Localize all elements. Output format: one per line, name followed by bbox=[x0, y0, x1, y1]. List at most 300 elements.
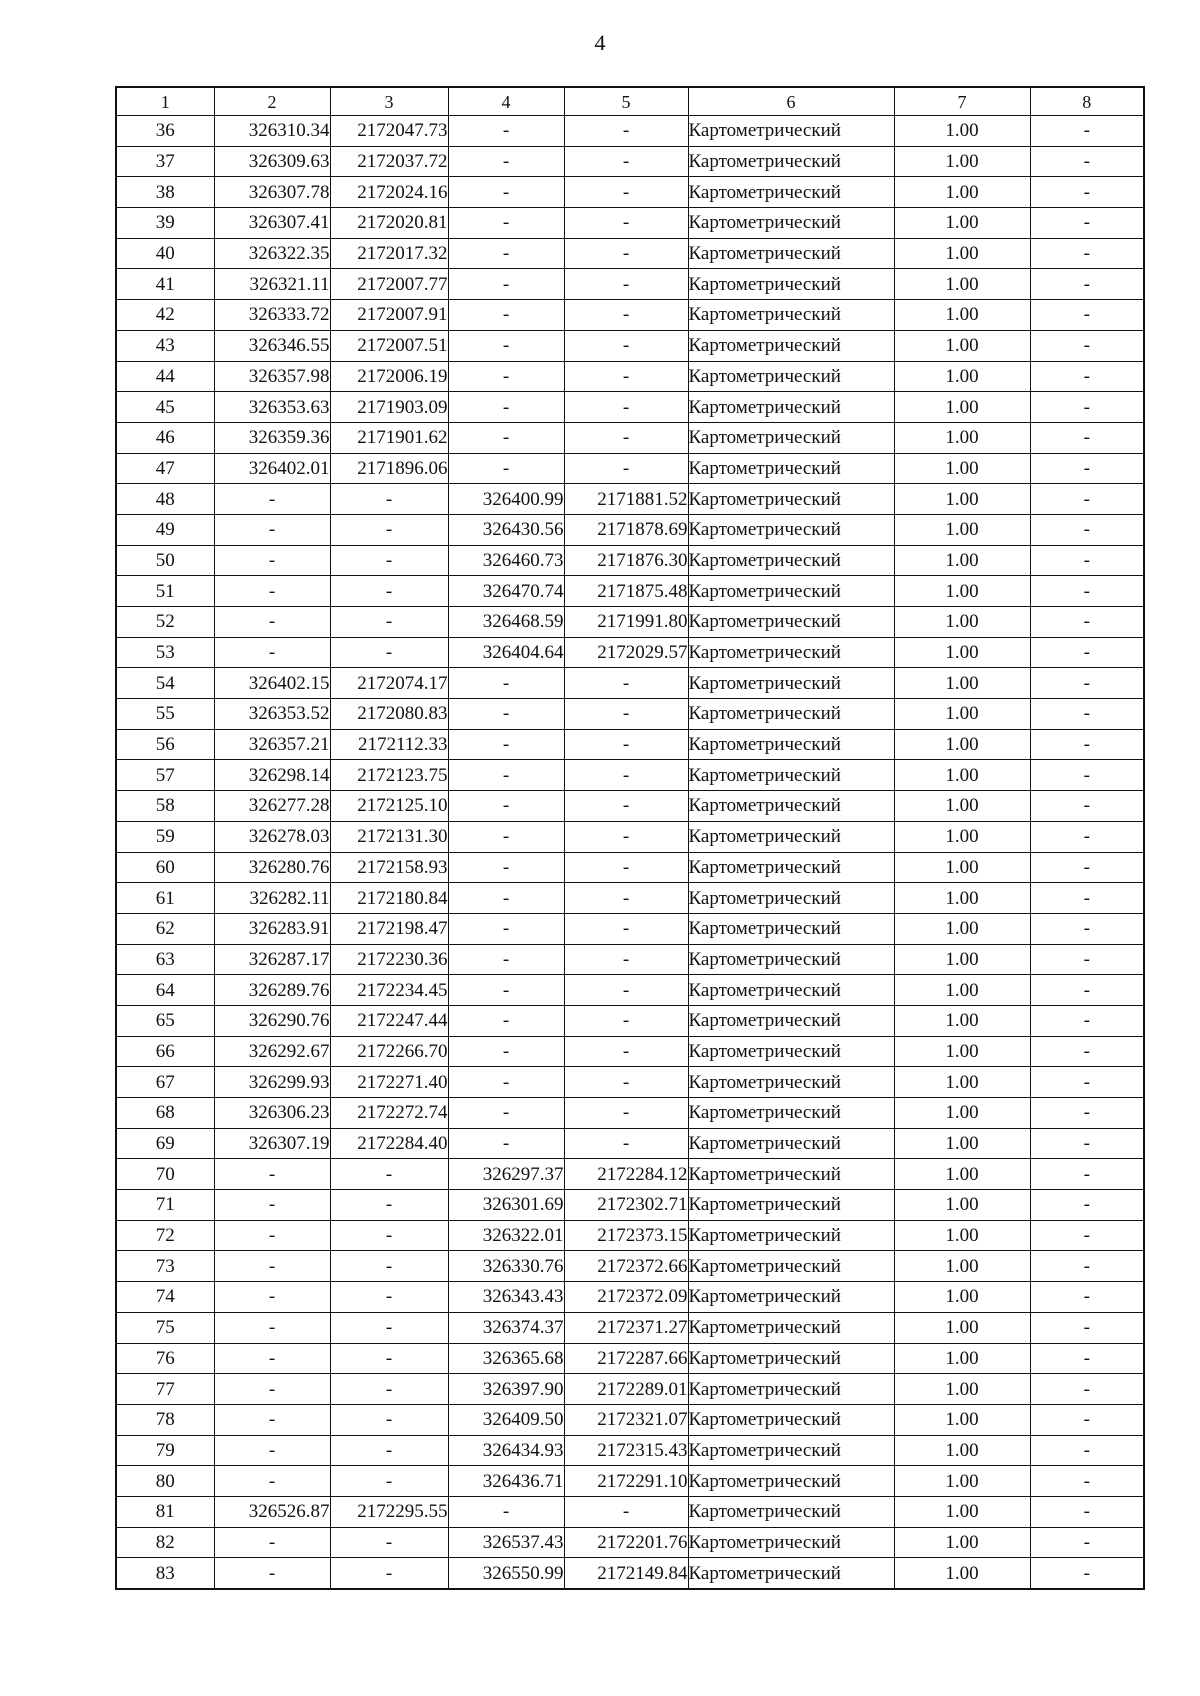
table-cell-col-6: Картометрический bbox=[688, 1251, 894, 1282]
table-cell-col-6: Картометрический bbox=[688, 392, 894, 423]
table-cell-col-5: 2171876.30 bbox=[564, 545, 688, 576]
table-cell-col-1: 60 bbox=[116, 852, 214, 883]
table-cell-col-1: 71 bbox=[116, 1190, 214, 1221]
table-cell-col-4: - bbox=[448, 1128, 564, 1159]
table-cell-col-5: 2172201.76 bbox=[564, 1527, 688, 1558]
table-cell-col-2: 326359.36 bbox=[214, 422, 330, 453]
table-cell-col-6: Картометрический bbox=[688, 208, 894, 239]
table-cell-col-8: - bbox=[1030, 208, 1144, 239]
table-cell-col-8: - bbox=[1030, 791, 1144, 822]
table-cell-col-5: - bbox=[564, 852, 688, 883]
table-cell-col-5: 2172372.09 bbox=[564, 1282, 688, 1313]
table-row bbox=[116, 453, 1144, 484]
table-cell-col-7: 1.00 bbox=[894, 975, 1030, 1006]
table-cell-col-4: - bbox=[448, 852, 564, 883]
table-cell-col-5: 2172284.12 bbox=[564, 1159, 688, 1190]
table-cell-col-8: - bbox=[1030, 760, 1144, 791]
table-cell-col-7: 1.00 bbox=[894, 1558, 1030, 1589]
table-cell-col-2: 326333.72 bbox=[214, 300, 330, 331]
column-header-5: 5 bbox=[564, 87, 688, 116]
table-cell-col-3: 2172198.47 bbox=[330, 913, 448, 944]
table-cell-col-1: 78 bbox=[116, 1404, 214, 1435]
table-cell-col-4: 326397.90 bbox=[448, 1374, 564, 1405]
table-cell-col-6: Картометрический bbox=[688, 1312, 894, 1343]
table-cell-col-7: 1.00 bbox=[894, 576, 1030, 607]
table-cell-col-5: 2172291.10 bbox=[564, 1466, 688, 1497]
table-cell-col-6: Картометрический bbox=[688, 760, 894, 791]
table-row bbox=[116, 238, 1144, 269]
table-cell-col-8: - bbox=[1030, 1251, 1144, 1282]
table-cell-col-2: 326402.01 bbox=[214, 453, 330, 484]
table-cell-col-4: - bbox=[448, 760, 564, 791]
table-cell-col-7: 1.00 bbox=[894, 883, 1030, 914]
column-header-1: 1 bbox=[116, 87, 214, 116]
table-cell-col-7: 1.00 bbox=[894, 116, 1030, 147]
table-cell-col-3: - bbox=[330, 1435, 448, 1466]
table-cell-col-4: 326297.37 bbox=[448, 1159, 564, 1190]
table-cell-col-5: - bbox=[564, 883, 688, 914]
table-cell-col-4: - bbox=[448, 913, 564, 944]
table-cell-col-6: Картометрический bbox=[688, 1190, 894, 1221]
table-row bbox=[116, 116, 1144, 147]
table-cell-col-3: 2172230.36 bbox=[330, 944, 448, 975]
table-cell-col-4: - bbox=[448, 883, 564, 914]
table-cell-col-2: 326322.35 bbox=[214, 238, 330, 269]
table-cell-col-8: - bbox=[1030, 1374, 1144, 1405]
table-cell-col-8: - bbox=[1030, 361, 1144, 392]
table-cell-col-3: 2172125.10 bbox=[330, 791, 448, 822]
table-cell-col-8: - bbox=[1030, 392, 1144, 423]
column-header-3: 3 bbox=[330, 87, 448, 116]
table-cell-col-3: 2171901.62 bbox=[330, 422, 448, 453]
table-cell-col-1: 36 bbox=[116, 116, 214, 147]
table-cell-col-2: - bbox=[214, 1220, 330, 1251]
table-cell-col-2: 326298.14 bbox=[214, 760, 330, 791]
table-cell-col-1: 70 bbox=[116, 1159, 214, 1190]
table-cell-col-7: 1.00 bbox=[894, 1282, 1030, 1313]
table-cell-col-4: - bbox=[448, 177, 564, 208]
table-cell-col-5: - bbox=[564, 269, 688, 300]
table-row bbox=[116, 975, 1144, 1006]
column-header-4: 4 bbox=[448, 87, 564, 116]
table-cell-col-4: 326550.99 bbox=[448, 1558, 564, 1589]
table-cell-col-8: - bbox=[1030, 1527, 1144, 1558]
table-cell-col-8: - bbox=[1030, 514, 1144, 545]
table-cell-col-4: 326434.93 bbox=[448, 1435, 564, 1466]
table-cell-col-7: 1.00 bbox=[894, 422, 1030, 453]
table-cell-col-3: - bbox=[330, 1466, 448, 1497]
table-cell-col-1: 66 bbox=[116, 1036, 214, 1067]
table-cell-col-2: 326290.76 bbox=[214, 1005, 330, 1036]
table-row bbox=[116, 1466, 1144, 1497]
table-cell-col-8: - bbox=[1030, 1312, 1144, 1343]
table-cell-col-2: 326283.91 bbox=[214, 913, 330, 944]
table-cell-col-8: - bbox=[1030, 637, 1144, 668]
table-cell-col-3: 2172271.40 bbox=[330, 1067, 448, 1098]
table-cell-col-1: 40 bbox=[116, 238, 214, 269]
table-cell-col-1: 50 bbox=[116, 545, 214, 576]
table-cell-col-4: 326330.76 bbox=[448, 1251, 564, 1282]
table-cell-col-2: 326277.28 bbox=[214, 791, 330, 822]
table-cell-col-1: 52 bbox=[116, 607, 214, 638]
table-cell-col-4: 326322.01 bbox=[448, 1220, 564, 1251]
table-cell-col-4: - bbox=[448, 330, 564, 361]
table-cell-col-3: - bbox=[330, 1374, 448, 1405]
table-cell-col-7: 1.00 bbox=[894, 1527, 1030, 1558]
table-cell-col-4: 326470.74 bbox=[448, 576, 564, 607]
table-cell-col-8: - bbox=[1030, 1496, 1144, 1527]
table-cell-col-1: 69 bbox=[116, 1128, 214, 1159]
table-cell-col-5: - bbox=[564, 330, 688, 361]
table-cell-col-5: 2171875.48 bbox=[564, 576, 688, 607]
table-cell-col-4: - bbox=[448, 944, 564, 975]
table-cell-col-8: - bbox=[1030, 975, 1144, 1006]
table-cell-col-2: 326299.93 bbox=[214, 1067, 330, 1098]
table-cell-col-8: - bbox=[1030, 1067, 1144, 1098]
table-cell-col-3: 2172112.33 bbox=[330, 729, 448, 760]
table-cell-col-6: Картометрический bbox=[688, 1282, 894, 1313]
table-cell-col-4: - bbox=[448, 1005, 564, 1036]
table-cell-col-1: 83 bbox=[116, 1558, 214, 1589]
table-cell-col-8: - bbox=[1030, 1036, 1144, 1067]
table-row bbox=[116, 545, 1144, 576]
table-cell-col-4: 326430.56 bbox=[448, 514, 564, 545]
table-cell-col-5: - bbox=[564, 791, 688, 822]
table-cell-col-1: 63 bbox=[116, 944, 214, 975]
table-cell-col-6: Картометрический bbox=[688, 576, 894, 607]
table-cell-col-8: - bbox=[1030, 699, 1144, 730]
table-row bbox=[116, 269, 1144, 300]
table-cell-col-6: Картометрический bbox=[688, 944, 894, 975]
table-cell-col-4: - bbox=[448, 791, 564, 822]
table-cell-col-6: Картометрический bbox=[688, 821, 894, 852]
table-cell-col-3: - bbox=[330, 545, 448, 576]
table-row bbox=[116, 330, 1144, 361]
table-row bbox=[116, 729, 1144, 760]
table-cell-col-8: - bbox=[1030, 453, 1144, 484]
table-cell-col-8: - bbox=[1030, 238, 1144, 269]
table-cell-col-5: - bbox=[564, 1098, 688, 1129]
table-cell-col-1: 38 bbox=[116, 177, 214, 208]
table-cell-col-7: 1.00 bbox=[894, 392, 1030, 423]
table-cell-col-4: 326537.43 bbox=[448, 1527, 564, 1558]
table-cell-col-6: Картометрический bbox=[688, 668, 894, 699]
table-cell-col-8: - bbox=[1030, 668, 1144, 699]
table-cell-col-7: 1.00 bbox=[894, 821, 1030, 852]
table-cell-col-7: 1.00 bbox=[894, 637, 1030, 668]
column-header-7: 7 bbox=[894, 87, 1030, 116]
table-cell-col-4: 326374.37 bbox=[448, 1312, 564, 1343]
table-cell-col-6: Картометрический bbox=[688, 269, 894, 300]
table-cell-col-8: - bbox=[1030, 330, 1144, 361]
table-cell-col-6: Картометрический bbox=[688, 607, 894, 638]
table-cell-col-7: 1.00 bbox=[894, 1312, 1030, 1343]
table-cell-col-4: - bbox=[448, 699, 564, 730]
table-cell-col-5: - bbox=[564, 821, 688, 852]
table-cell-col-1: 49 bbox=[116, 514, 214, 545]
table-cell-col-8: - bbox=[1030, 422, 1144, 453]
table-cell-col-2: 326309.63 bbox=[214, 146, 330, 177]
table-cell-col-4: - bbox=[448, 392, 564, 423]
table-row bbox=[116, 1404, 1144, 1435]
table-cell-col-8: - bbox=[1030, 1558, 1144, 1589]
table-cell-col-1: 65 bbox=[116, 1005, 214, 1036]
table-cell-col-8: - bbox=[1030, 1220, 1144, 1251]
table-cell-col-4: - bbox=[448, 1036, 564, 1067]
table-row bbox=[116, 1251, 1144, 1282]
table-cell-col-3: 2172266.70 bbox=[330, 1036, 448, 1067]
table-cell-col-8: - bbox=[1030, 729, 1144, 760]
table-cell-col-2: - bbox=[214, 1466, 330, 1497]
table-cell-col-1: 44 bbox=[116, 361, 214, 392]
table-cell-col-2: - bbox=[214, 1282, 330, 1313]
table-cell-col-7: 1.00 bbox=[894, 944, 1030, 975]
table-cell-col-7: 1.00 bbox=[894, 729, 1030, 760]
table-cell-col-7: 1.00 bbox=[894, 699, 1030, 730]
table-cell-col-1: 82 bbox=[116, 1527, 214, 1558]
table-cell-col-2: - bbox=[214, 576, 330, 607]
table-cell-col-6: Картометрический bbox=[688, 1466, 894, 1497]
table-cell-col-1: 81 bbox=[116, 1496, 214, 1527]
table-row bbox=[116, 1128, 1144, 1159]
table-row bbox=[116, 1496, 1144, 1527]
table-cell-col-7: 1.00 bbox=[894, 146, 1030, 177]
table-cell-col-6: Картометрический bbox=[688, 791, 894, 822]
table-cell-col-1: 48 bbox=[116, 484, 214, 515]
table-cell-col-8: - bbox=[1030, 1190, 1144, 1221]
table-row bbox=[116, 1190, 1144, 1221]
table-cell-col-6: Картометрический bbox=[688, 975, 894, 1006]
table-cell-col-7: 1.00 bbox=[894, 913, 1030, 944]
table-cell-col-4: - bbox=[448, 238, 564, 269]
table-cell-col-7: 1.00 bbox=[894, 1067, 1030, 1098]
table-cell-col-3: 2172295.55 bbox=[330, 1496, 448, 1527]
table-cell-col-2: - bbox=[214, 607, 330, 638]
table-cell-col-6: Картометрический bbox=[688, 484, 894, 515]
table-cell-col-4: - bbox=[448, 1496, 564, 1527]
column-header-8: 8 bbox=[1030, 87, 1144, 116]
table-cell-col-7: 1.00 bbox=[894, 300, 1030, 331]
table-cell-col-3: - bbox=[330, 607, 448, 638]
table-cell-col-3: - bbox=[330, 1220, 448, 1251]
table-cell-col-6: Картометрический bbox=[688, 116, 894, 147]
table-row bbox=[116, 422, 1144, 453]
table-cell-col-1: 53 bbox=[116, 637, 214, 668]
table-row bbox=[116, 699, 1144, 730]
table-cell-col-1: 39 bbox=[116, 208, 214, 239]
table-row bbox=[116, 760, 1144, 791]
table-cell-col-2: - bbox=[214, 1312, 330, 1343]
table-row bbox=[116, 944, 1144, 975]
table-row bbox=[116, 576, 1144, 607]
table-row bbox=[116, 300, 1144, 331]
table-cell-col-8: - bbox=[1030, 177, 1144, 208]
table-cell-col-1: 42 bbox=[116, 300, 214, 331]
table-cell-col-4: - bbox=[448, 422, 564, 453]
table-cell-col-4: - bbox=[448, 821, 564, 852]
table-cell-col-6: Картометрический bbox=[688, 1036, 894, 1067]
table-cell-col-5: - bbox=[564, 146, 688, 177]
table-cell-col-8: - bbox=[1030, 1466, 1144, 1497]
table-row bbox=[116, 821, 1144, 852]
table-cell-col-4: 326436.71 bbox=[448, 1466, 564, 1497]
table-cell-col-7: 1.00 bbox=[894, 1190, 1030, 1221]
table-cell-col-2: - bbox=[214, 1251, 330, 1282]
table-cell-col-4: - bbox=[448, 146, 564, 177]
table-row bbox=[116, 1343, 1144, 1374]
table-cell-col-6: Картометрический bbox=[688, 453, 894, 484]
table-row bbox=[116, 852, 1144, 883]
table-cell-col-7: 1.00 bbox=[894, 1128, 1030, 1159]
table-cell-col-2: 326287.17 bbox=[214, 944, 330, 975]
table-cell-col-8: - bbox=[1030, 1128, 1144, 1159]
table-cell-col-7: 1.00 bbox=[894, 791, 1030, 822]
table-cell-col-3: - bbox=[330, 1282, 448, 1313]
table-cell-col-4: 326365.68 bbox=[448, 1343, 564, 1374]
table-cell-col-7: 1.00 bbox=[894, 1220, 1030, 1251]
table-cell-col-8: - bbox=[1030, 576, 1144, 607]
table-cell-col-6: Картометрический bbox=[688, 1220, 894, 1251]
table-cell-col-7: 1.00 bbox=[894, 269, 1030, 300]
table-cell-col-6: Картометрический bbox=[688, 146, 894, 177]
table-cell-col-3: - bbox=[330, 1190, 448, 1221]
table-cell-col-5: - bbox=[564, 422, 688, 453]
table-cell-col-3: - bbox=[330, 1404, 448, 1435]
table-cell-col-5: 2171991.80 bbox=[564, 607, 688, 638]
table-cell-col-5: 2171881.52 bbox=[564, 484, 688, 515]
table-cell-col-3: - bbox=[330, 1558, 448, 1589]
table-cell-col-5: - bbox=[564, 453, 688, 484]
table-row bbox=[116, 1159, 1144, 1190]
table-cell-col-5: 2172321.07 bbox=[564, 1404, 688, 1435]
table-cell-col-8: - bbox=[1030, 913, 1144, 944]
table-cell-col-3: 2172247.44 bbox=[330, 1005, 448, 1036]
table-cell-col-1: 45 bbox=[116, 392, 214, 423]
table-cell-col-6: Картометрический bbox=[688, 1558, 894, 1589]
table-cell-col-8: - bbox=[1030, 484, 1144, 515]
table-cell-col-4: - bbox=[448, 975, 564, 1006]
table-cell-col-4: 326404.64 bbox=[448, 637, 564, 668]
table-cell-col-6: Картометрический bbox=[688, 699, 894, 730]
table-row bbox=[116, 1435, 1144, 1466]
table-cell-col-6: Картометрический bbox=[688, 1496, 894, 1527]
table-cell-col-7: 1.00 bbox=[894, 484, 1030, 515]
table-cell-col-1: 68 bbox=[116, 1098, 214, 1129]
table-cell-col-7: 1.00 bbox=[894, 1098, 1030, 1129]
table-cell-col-4: 326409.50 bbox=[448, 1404, 564, 1435]
table-cell-col-1: 73 bbox=[116, 1251, 214, 1282]
table-cell-col-3: 2172007.77 bbox=[330, 269, 448, 300]
table-cell-col-2: - bbox=[214, 1159, 330, 1190]
table-cell-col-4: 326301.69 bbox=[448, 1190, 564, 1221]
table-cell-col-8: - bbox=[1030, 269, 1144, 300]
table-cell-col-5: - bbox=[564, 699, 688, 730]
table-row bbox=[116, 1067, 1144, 1098]
table-cell-col-8: - bbox=[1030, 1343, 1144, 1374]
table-cell-col-6: Картометрический bbox=[688, 330, 894, 361]
table-cell-col-5: - bbox=[564, 1128, 688, 1159]
table-cell-col-5: - bbox=[564, 729, 688, 760]
table-cell-col-2: 326282.11 bbox=[214, 883, 330, 914]
table-cell-col-4: - bbox=[448, 269, 564, 300]
table-cell-col-5: - bbox=[564, 208, 688, 239]
table-cell-col-5: - bbox=[564, 300, 688, 331]
table-cell-col-1: 80 bbox=[116, 1466, 214, 1497]
table-cell-col-3: 2171903.09 bbox=[330, 392, 448, 423]
table-row bbox=[116, 484, 1144, 515]
table-cell-col-2: 326280.76 bbox=[214, 852, 330, 883]
table-cell-col-3: - bbox=[330, 514, 448, 545]
table-header-row bbox=[116, 87, 1144, 116]
table-cell-col-5: 2172302.71 bbox=[564, 1190, 688, 1221]
table-cell-col-5: 2172029.57 bbox=[564, 637, 688, 668]
table-cell-col-1: 62 bbox=[116, 913, 214, 944]
table-cell-col-3: 2172284.40 bbox=[330, 1128, 448, 1159]
table-cell-col-1: 55 bbox=[116, 699, 214, 730]
table-row bbox=[116, 177, 1144, 208]
table-cell-col-3: - bbox=[330, 1251, 448, 1282]
table-row bbox=[116, 1374, 1144, 1405]
table-cell-col-5: 2172373.15 bbox=[564, 1220, 688, 1251]
table-cell-col-6: Картометрический bbox=[688, 852, 894, 883]
table-cell-col-7: 1.00 bbox=[894, 453, 1030, 484]
table-cell-col-2: 326307.78 bbox=[214, 177, 330, 208]
table-cell-col-2: 326357.98 bbox=[214, 361, 330, 392]
table-cell-col-6: Картометрический bbox=[688, 1343, 894, 1374]
table-cell-col-1: 54 bbox=[116, 668, 214, 699]
table-cell-col-1: 61 bbox=[116, 883, 214, 914]
table-cell-col-8: - bbox=[1030, 116, 1144, 147]
table-cell-col-1: 74 bbox=[116, 1282, 214, 1313]
table-cell-col-6: Картометрический bbox=[688, 545, 894, 576]
table-cell-col-8: - bbox=[1030, 944, 1144, 975]
table-row bbox=[116, 208, 1144, 239]
table-cell-col-3: 2172234.45 bbox=[330, 975, 448, 1006]
table-cell-col-3: 2171896.06 bbox=[330, 453, 448, 484]
table-cell-col-2: 326289.76 bbox=[214, 975, 330, 1006]
table-cell-col-2: 326278.03 bbox=[214, 821, 330, 852]
table-cell-col-2: 326307.19 bbox=[214, 1128, 330, 1159]
table-row bbox=[116, 1220, 1144, 1251]
table-cell-col-8: - bbox=[1030, 300, 1144, 331]
table-cell-col-3: 2172007.51 bbox=[330, 330, 448, 361]
table-cell-col-2: - bbox=[214, 1404, 330, 1435]
table-cell-col-4: 326343.43 bbox=[448, 1282, 564, 1313]
table-cell-col-5: - bbox=[564, 1036, 688, 1067]
table-cell-col-7: 1.00 bbox=[894, 238, 1030, 269]
table-cell-col-5: - bbox=[564, 1496, 688, 1527]
table-cell-col-3: - bbox=[330, 1159, 448, 1190]
table-cell-col-4: 326468.59 bbox=[448, 607, 564, 638]
table-body bbox=[116, 116, 1144, 1590]
table-cell-col-1: 67 bbox=[116, 1067, 214, 1098]
table-cell-col-8: - bbox=[1030, 821, 1144, 852]
table-cell-col-1: 47 bbox=[116, 453, 214, 484]
table-cell-col-2: - bbox=[214, 514, 330, 545]
table-cell-col-8: - bbox=[1030, 146, 1144, 177]
table-cell-col-1: 64 bbox=[116, 975, 214, 1006]
table-cell-col-6: Картометрический bbox=[688, 238, 894, 269]
table-cell-col-2: - bbox=[214, 1527, 330, 1558]
table-cell-col-2: 326292.67 bbox=[214, 1036, 330, 1067]
table-cell-col-3: 2172272.74 bbox=[330, 1098, 448, 1129]
table-cell-col-8: - bbox=[1030, 1404, 1144, 1435]
table-cell-col-3: - bbox=[330, 637, 448, 668]
table-cell-col-5: - bbox=[564, 361, 688, 392]
table-cell-col-3: 2172006.19 bbox=[330, 361, 448, 392]
table-cell-col-2: - bbox=[214, 1190, 330, 1221]
table-cell-col-8: - bbox=[1030, 1159, 1144, 1190]
